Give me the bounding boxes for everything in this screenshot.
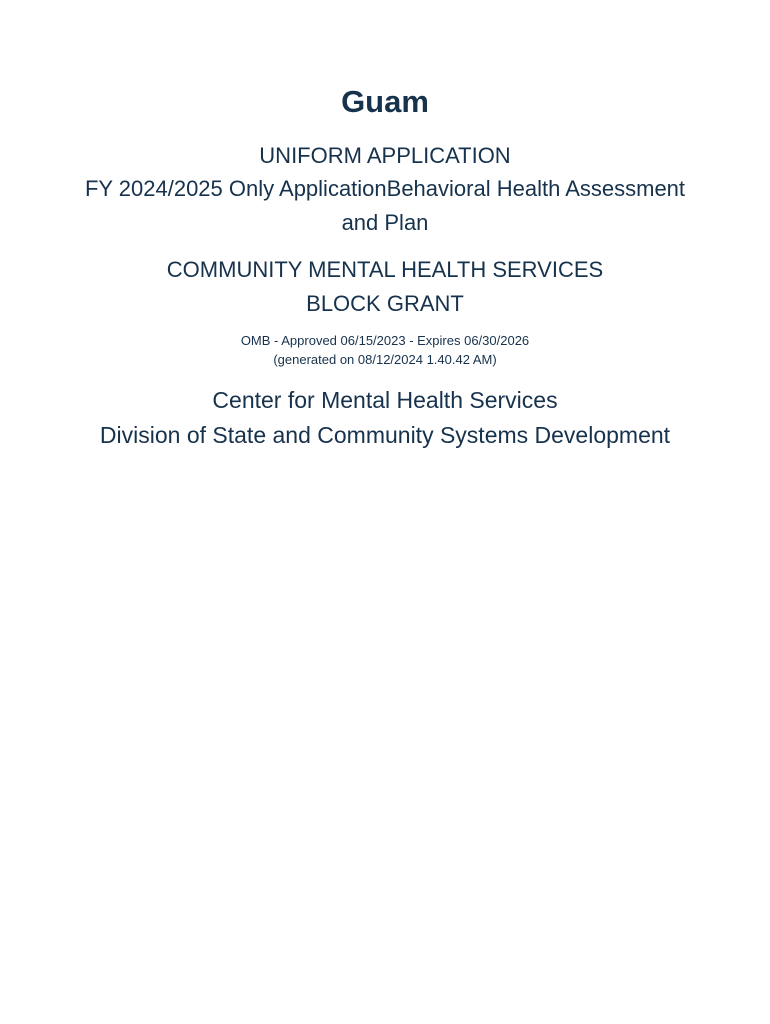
agency-division-name: Division of State and Community Systems Development bbox=[99, 422, 671, 448]
fiscal-year-title-line-2: and Plan bbox=[341, 210, 429, 235]
state-name: Guam bbox=[341, 84, 429, 119]
generated-date-text: (generated on 08/12/2024 1.40.42 AM) bbox=[273, 352, 497, 367]
grant-title-line-1: COMMUNITY MENTAL HEALTH SERVICES bbox=[166, 257, 604, 282]
omb-approval-text: OMB - Approved 06/15/2023 - Expires 06/30/2026 bbox=[240, 333, 530, 348]
fiscal-year-title-line-1: FY 2024/2025 Only ApplicationBehavioral Health Assessment bbox=[84, 176, 686, 201]
agency-center-name: Center for Mental Health Services bbox=[212, 387, 558, 413]
grant-title-line-2: BLOCK GRANT bbox=[306, 291, 464, 316]
application-title: UNIFORM APPLICATION bbox=[259, 143, 511, 168]
